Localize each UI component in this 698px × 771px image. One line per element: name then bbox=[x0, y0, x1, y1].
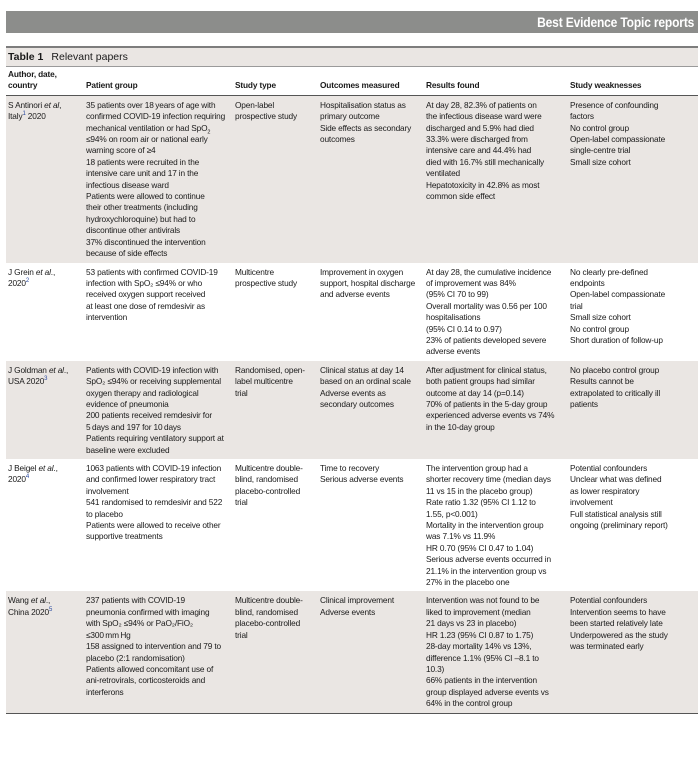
cell-text-line: discharged and 5.9% had died bbox=[426, 123, 564, 134]
cell-text-line: placebo (2:1 randomisation) bbox=[86, 653, 229, 664]
cell-text-line: hospitalisations bbox=[426, 312, 564, 323]
cell-text-line: Open-label bbox=[235, 100, 314, 111]
cell-text-line: 23% of patients developed severe bbox=[426, 335, 564, 346]
cell-text-line: Patients were allowed to receive other bbox=[86, 520, 229, 531]
cell-text-line: 66% patients in the intervention bbox=[426, 675, 564, 686]
cell-text-line: as lower respiratory bbox=[570, 486, 694, 497]
author-line bbox=[8, 607, 80, 618]
cell-text-line: Short duration of follow-up bbox=[570, 335, 694, 346]
reference-link[interactable]: 1 bbox=[22, 111, 25, 117]
cell-text-line: Hepatotoxicity in 42.8% as most bbox=[426, 180, 564, 191]
cell-text-line: adverse events bbox=[426, 346, 564, 357]
relevant-papers-table bbox=[6, 67, 698, 714]
cell-study-type bbox=[233, 263, 318, 361]
cell-text-line: warning score of ≥4 bbox=[86, 145, 229, 156]
cell-text-line: Hospitalisation status as bbox=[320, 100, 420, 111]
cell-text-line: 1063 patients with COVID-19 infection bbox=[86, 463, 229, 474]
cell-patient-group bbox=[84, 263, 233, 361]
cell-results-found bbox=[424, 591, 568, 713]
cell-text-line: Intervention seems to have bbox=[570, 607, 694, 618]
cell-text-line: Intervention was not found to be bbox=[426, 595, 564, 606]
cell-text-line: 28-day mortality 14% vs 13%, bbox=[426, 641, 564, 652]
cell-text-line: Time to recovery bbox=[320, 463, 420, 474]
cell-text-line: 158 assigned to intervention and 79 to bbox=[86, 641, 229, 652]
column-header-author bbox=[6, 67, 84, 95]
reference-link[interactable]: 3 bbox=[44, 376, 47, 382]
cell-text-line: infection with SpO₂ ≤94% or who bbox=[86, 278, 229, 289]
cell-author bbox=[6, 591, 84, 713]
cell-text-line: Clinical improvement bbox=[320, 595, 420, 606]
author-etal: et al bbox=[31, 595, 46, 605]
author-name: J Goldman bbox=[8, 365, 49, 375]
author-punctuation: ., bbox=[51, 267, 55, 277]
cell-text-line: 1.55, p<0.001) bbox=[426, 509, 564, 520]
author-etal: et al bbox=[38, 463, 53, 473]
author-line bbox=[8, 278, 80, 289]
cell-text-line: trial bbox=[235, 388, 314, 399]
cell-text-line: 53 patients with confirmed COVID-19 bbox=[86, 267, 229, 278]
table-caption-title: Relevant papers bbox=[51, 51, 127, 63]
author-etal: et al bbox=[44, 100, 59, 110]
author-date: 2020 bbox=[26, 111, 46, 121]
cell-text-line: (95% CI 0.14 to 0.97) bbox=[426, 324, 564, 335]
cell-text-line: 237 patients with COVID-19 bbox=[86, 595, 229, 606]
cell-text-line: received oxygen support received bbox=[86, 289, 229, 300]
cell-text-line: placebo-controlled bbox=[235, 486, 314, 497]
cell-text-line: hydroxychloroquine) but had to bbox=[86, 214, 229, 225]
cell-text-line: 70% of patients in the 5-day group bbox=[426, 399, 564, 410]
cell-outcomes-measured bbox=[318, 459, 424, 591]
cell-patient-group bbox=[84, 459, 233, 591]
column-header-outcomes bbox=[318, 67, 424, 95]
cell-text-line: 5 days and 197 for 10 days bbox=[86, 422, 229, 433]
cell-text-line: was 7.1% vs 11.9% bbox=[426, 531, 564, 542]
cell-text-line: oxygen therapy and radiological bbox=[86, 388, 229, 399]
cell-outcomes-measured bbox=[318, 263, 424, 361]
cell-text-line: mechanical ventilation or had SpO2 bbox=[86, 123, 229, 134]
cell-patient-group bbox=[84, 591, 233, 713]
reference-link[interactable]: 5 bbox=[49, 607, 52, 613]
cell-text-line: prospective study bbox=[235, 111, 314, 122]
cell-study-type bbox=[233, 459, 318, 591]
cell-text-line: Serious adverse events occurred in bbox=[426, 554, 564, 565]
cell-text-line: Potential confounders bbox=[570, 595, 694, 606]
author-country-date: China 2020 bbox=[8, 607, 49, 617]
cell-text-line: of improvement was 84% bbox=[426, 278, 564, 289]
cell-text-line: based on an ordinal scale bbox=[320, 376, 420, 387]
cell-text-line: 37% discontinued the intervention bbox=[86, 237, 229, 248]
cell-text-line: 10.3) bbox=[426, 664, 564, 675]
table-row bbox=[6, 263, 698, 361]
cell-text-line: evidence of pneumonia bbox=[86, 399, 229, 410]
cell-text-line: ≤300 mm Hg bbox=[86, 630, 229, 641]
author-line bbox=[8, 474, 80, 485]
table-caption bbox=[6, 46, 698, 67]
cell-text-line: common side effect bbox=[426, 191, 564, 202]
cell-text-line: difference 1.1% (95% CI –8.1 to bbox=[426, 653, 564, 664]
cell-text-line: interferons bbox=[86, 687, 229, 698]
cell-text-line: baseline were excluded bbox=[86, 445, 229, 456]
cell-results-found bbox=[424, 459, 568, 591]
cell-study-type bbox=[233, 95, 318, 262]
author-line bbox=[8, 376, 80, 387]
author-punctuation: , bbox=[59, 100, 61, 110]
author-name: S Antinori bbox=[8, 100, 44, 110]
author-name: J Beigel bbox=[8, 463, 38, 473]
cell-text-line: (95% CI 70 to 99) bbox=[426, 289, 564, 300]
cell-text-line: supportive treatments bbox=[86, 531, 229, 542]
cell-text-line: ongoing (preliminary report) bbox=[570, 520, 694, 531]
cell-text-line: 18 patients were recruited in the bbox=[86, 157, 229, 168]
cell-outcomes-measured bbox=[318, 591, 424, 713]
cell-text-line: trial bbox=[235, 630, 314, 641]
cell-text-line: intensive care unit and 17 in the bbox=[86, 168, 229, 179]
cell-text-line: because of side effects bbox=[86, 248, 229, 259]
author-name: Wang bbox=[8, 595, 31, 605]
cell-text-line: Underpowered as the study bbox=[570, 630, 694, 641]
author-line bbox=[8, 365, 80, 376]
cell-text-line: confirmed COVID-19 infection requiring bbox=[86, 111, 229, 122]
cell-study-type bbox=[233, 361, 318, 459]
column-header-text: Patient group bbox=[86, 80, 229, 91]
cell-study-weaknesses bbox=[568, 459, 698, 591]
cell-text-line: At day 28, 82.3% of patients on bbox=[426, 100, 564, 111]
cell-text-line: Patients were allowed to continue bbox=[86, 191, 229, 202]
table-row bbox=[6, 459, 698, 591]
column-header-text: Author, date, bbox=[8, 69, 80, 80]
cell-text-line: SpO₂ ≤94% or receiving supplemental bbox=[86, 376, 229, 387]
cell-author bbox=[6, 263, 84, 361]
cell-text-line: Rate ratio 1.32 (95% CI 1.12 to bbox=[426, 497, 564, 508]
cell-text-line: 21.1% in the intervention group vs bbox=[426, 566, 564, 577]
cell-text-line: the infectious disease ward were bbox=[426, 111, 564, 122]
cell-text-line: involvement bbox=[86, 486, 229, 497]
cell-text-line: placebo-controlled bbox=[235, 618, 314, 629]
cell-text-line: ani-retrovirals, corticosteroids and bbox=[86, 675, 229, 686]
cell-outcomes-measured bbox=[318, 361, 424, 459]
cell-text-line: group displayed adverse events vs bbox=[426, 687, 564, 698]
cell-text-line: ≤94% on room air or national early bbox=[86, 134, 229, 145]
cell-text-line: and adverse events bbox=[320, 289, 420, 300]
cell-text-line: Randomised, open- bbox=[235, 365, 314, 376]
table-row bbox=[6, 591, 698, 713]
cell-outcomes-measured bbox=[318, 95, 424, 262]
cell-text-line: No placebo control group bbox=[570, 365, 694, 376]
author-line bbox=[8, 267, 80, 278]
cell-text-line: patients bbox=[570, 399, 694, 410]
cell-text-line: factors bbox=[570, 111, 694, 122]
subscript: 2 bbox=[207, 129, 210, 135]
cell-text-line: primary outcome bbox=[320, 111, 420, 122]
cell-results-found bbox=[424, 95, 568, 262]
cell-text-line: Open-label compassionate bbox=[570, 289, 694, 300]
author-line bbox=[8, 463, 80, 474]
cell-text-line: discontinue other antivirals bbox=[86, 225, 229, 236]
cell-text-line: Overall mortality was 0.56 per 100 bbox=[426, 301, 564, 312]
cell-text-line: Unclear what was defined bbox=[570, 474, 694, 485]
cell-text-line: secondary outcomes bbox=[320, 399, 420, 410]
cell-text-line: shorter recovery time (median days bbox=[426, 474, 564, 485]
section-banner bbox=[6, 11, 698, 33]
cell-text-line: in the 10-day group bbox=[426, 422, 564, 433]
cell-text-line: blind, randomised bbox=[235, 474, 314, 485]
author-country-date: 2020 bbox=[8, 474, 26, 484]
column-header-patient-group bbox=[84, 67, 233, 95]
cell-text-line: liked to improvement (median bbox=[426, 607, 564, 618]
cell-text-line: outcomes bbox=[320, 134, 420, 145]
cell-study-weaknesses bbox=[568, 263, 698, 361]
cell-text-line: No control group bbox=[570, 123, 694, 134]
cell-text-line: endpoints bbox=[570, 278, 694, 289]
author-line bbox=[8, 111, 80, 122]
column-header-text: Results found bbox=[426, 80, 564, 91]
cell-text-line: HR 0.70 (95% CI 0.47 to 1.04) bbox=[426, 543, 564, 554]
cell-text-line: extrapolated to critically ill bbox=[570, 388, 694, 399]
cell-text-line: Patients requiring ventilatory support at bbox=[86, 433, 229, 444]
cell-text-line: At day 28, the cumulative incidence bbox=[426, 267, 564, 278]
cell-text-line: 27% in the placebo one bbox=[426, 577, 564, 588]
cell-study-weaknesses bbox=[568, 95, 698, 262]
cell-text-line: HR 1.23 (95% CI 0.87 to 1.75) bbox=[426, 630, 564, 641]
cell-text-line: Adverse events bbox=[320, 607, 420, 618]
author-etal: et al bbox=[49, 365, 64, 375]
cell-text-line: single-centre trial bbox=[570, 145, 694, 156]
cell-text-line: trial bbox=[235, 497, 314, 508]
column-header-text: Study weaknesses bbox=[570, 80, 694, 91]
cell-text-line: Mortality in the intervention group bbox=[426, 520, 564, 531]
author-line bbox=[8, 595, 80, 606]
cell-patient-group bbox=[84, 95, 233, 262]
author-punctuation: ., bbox=[53, 463, 57, 473]
cell-text-line: 541 randomised to remdesivir and 522 bbox=[86, 497, 229, 508]
cell-text-line: outcome at day 14 (p=0.14) bbox=[426, 388, 564, 399]
cell-text-line: to placebo bbox=[86, 509, 229, 520]
cell-text-line: Full statistical analysis still bbox=[570, 509, 694, 520]
cell-text-line: Adverse events as bbox=[320, 388, 420, 399]
cell-text-line: 64% in the control group bbox=[426, 698, 564, 709]
table-row bbox=[6, 361, 698, 459]
cell-text-line: Clinical status at day 14 bbox=[320, 365, 420, 376]
cell-text-line: The intervention group had a bbox=[426, 463, 564, 474]
cell-text-line: involvement bbox=[570, 497, 694, 508]
cell-text-line: Multicentre double- bbox=[235, 595, 314, 606]
cell-text-line: ventilated bbox=[426, 168, 564, 179]
cell-text-line: Serious adverse events bbox=[320, 474, 420, 485]
cell-text-line: infectious disease ward bbox=[86, 180, 229, 191]
cell-patient-group bbox=[84, 361, 233, 459]
cell-text-line: Results cannot be bbox=[570, 376, 694, 387]
cell-text-line: Patients with COVID-19 infection with bbox=[86, 365, 229, 376]
cell-text-line: 11 vs 15 in the placebo group) bbox=[426, 486, 564, 497]
author-punctuation: ., bbox=[64, 365, 68, 375]
cell-text-line: Multicentre bbox=[235, 267, 314, 278]
author-etal: et al bbox=[36, 267, 51, 277]
cell-text-line: prospective study bbox=[235, 278, 314, 289]
reference-link[interactable]: 2 bbox=[26, 278, 29, 284]
cell-text-line: intervention bbox=[86, 312, 229, 323]
column-header-text: Outcomes measured bbox=[320, 80, 420, 91]
cell-text-line: support, hospital discharge bbox=[320, 278, 420, 289]
cell-text-line: 35 patients over 18 years of age with bbox=[86, 100, 229, 111]
cell-text-line: intensive care and 44.4% had bbox=[426, 145, 564, 156]
table-row bbox=[6, 95, 698, 262]
cell-text-line: 33.3% were discharged from bbox=[426, 134, 564, 145]
cell-text-line: Side effects as secondary bbox=[320, 123, 420, 134]
author-name: J Grein bbox=[8, 267, 36, 277]
cell-text-line: Patients allowed concomitant use of bbox=[86, 664, 229, 675]
cell-text-line: been started relatively late bbox=[570, 618, 694, 629]
table-body bbox=[6, 95, 698, 713]
cell-results-found bbox=[424, 263, 568, 361]
relevant-papers-table-container bbox=[6, 46, 698, 714]
cell-text-line: both patient groups had similar bbox=[426, 376, 564, 387]
column-header-study-type bbox=[233, 67, 318, 95]
cell-study-weaknesses bbox=[568, 591, 698, 713]
cell-author bbox=[6, 361, 84, 459]
table-caption-label: Table 1 bbox=[8, 51, 43, 63]
column-header-text: country bbox=[8, 80, 80, 91]
cell-text-line: 200 patients received remdesivir for bbox=[86, 410, 229, 421]
column-header-results bbox=[424, 67, 568, 95]
cell-text-line: Multicentre double- bbox=[235, 463, 314, 474]
cell-study-weaknesses bbox=[568, 361, 698, 459]
column-header-weaknesses bbox=[568, 67, 698, 95]
cell-text-line: pneumonia confirmed with imaging bbox=[86, 607, 229, 618]
cell-text-line: their other treatments (including bbox=[86, 202, 229, 213]
cell-text-line: with SpO₂ ≤94% or PaO₂/FiO₂ bbox=[86, 618, 229, 629]
column-header-text: Study type bbox=[235, 80, 314, 91]
cell-text-line: 21 days vs 23 in placebo) bbox=[426, 618, 564, 629]
cell-text-line: After adjustment for clinical status, bbox=[426, 365, 564, 376]
cell-text-line: died with 16.7% still mechanically bbox=[426, 157, 564, 168]
cell-text-line: No clearly pre-defined bbox=[570, 267, 694, 278]
author-country-date: USA 2020 bbox=[8, 376, 44, 386]
author-line bbox=[8, 100, 80, 111]
cell-text-line: No control group bbox=[570, 324, 694, 335]
cell-text-line: Potential confounders bbox=[570, 463, 694, 474]
cell-text-line: Improvement in oxygen bbox=[320, 267, 420, 278]
cell-text-line: blind, randomised bbox=[235, 607, 314, 618]
cell-results-found bbox=[424, 361, 568, 459]
cell-text-line: Presence of confounding bbox=[570, 100, 694, 111]
cell-text-line: label multicentre bbox=[235, 376, 314, 387]
cell-text-line: experienced adverse events vs 74% bbox=[426, 410, 564, 421]
cell-text-line: Small size cohort bbox=[570, 157, 694, 168]
cell-author bbox=[6, 459, 84, 591]
cell-text-line: was terminated early bbox=[570, 641, 694, 652]
cell-text-line: at least one dose of remdesivir as bbox=[86, 301, 229, 312]
banner-title: Best Evidence Topic reports bbox=[538, 14, 698, 30]
cell-text-line: and confirmed lower respiratory tract bbox=[86, 474, 229, 485]
reference-link[interactable]: 4 bbox=[26, 475, 29, 481]
cell-text-line: Small size cohort bbox=[570, 312, 694, 323]
author-country-date: Italy bbox=[8, 111, 22, 121]
cell-author bbox=[6, 95, 84, 262]
cell-text-line: Open-label compassionate bbox=[570, 134, 694, 145]
author-punctuation: ., bbox=[46, 595, 50, 605]
author-country-date: 2020 bbox=[8, 278, 26, 288]
cell-text-line: trial bbox=[570, 301, 694, 312]
table-header-row bbox=[6, 67, 698, 95]
cell-study-type bbox=[233, 591, 318, 713]
